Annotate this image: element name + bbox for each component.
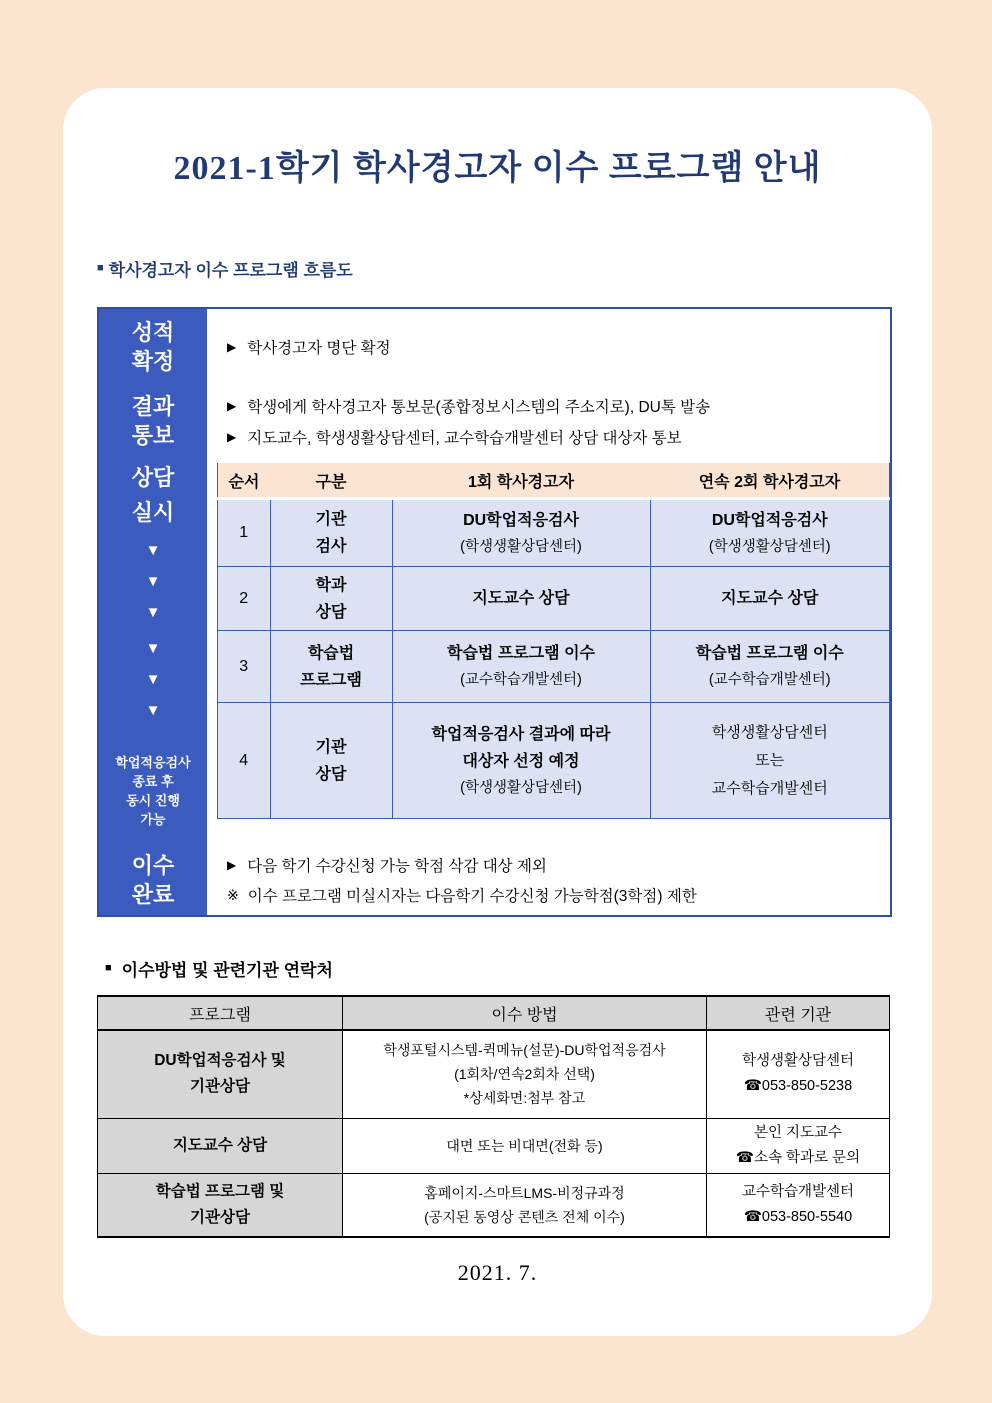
grade-stage-row bbox=[207, 309, 890, 385]
bullet-icon: ▶ bbox=[227, 398, 237, 413]
flow-content bbox=[207, 309, 890, 915]
row4-second-line3: 교수학습개발센터 bbox=[711, 779, 828, 797]
contact-row1-method bbox=[343, 1030, 707, 1118]
contact-row3-method-line2: (공지된 동영상 콘텐츠 전체 이수) bbox=[424, 1208, 625, 1225]
contact-row1-program bbox=[98, 1030, 343, 1118]
row2-second-cell bbox=[650, 567, 890, 631]
header-first-warning: 1회 학사경고자 bbox=[392, 463, 650, 499]
square-bullet-icon: ■ bbox=[97, 262, 104, 274]
bullet-icon: ▶ bbox=[227, 429, 237, 444]
table-row bbox=[218, 631, 890, 703]
row4-cat-line2: 상담 bbox=[315, 765, 347, 783]
contact-row3-org bbox=[707, 1173, 890, 1237]
row1-second-main: DU학업적응검사 bbox=[711, 511, 828, 529]
row3-first-sub: (교수학습개발센터) bbox=[460, 672, 582, 688]
row1-cat-line1: 기관 bbox=[315, 511, 347, 528]
contact-table bbox=[97, 995, 890, 1238]
counsel-sidebar-note bbox=[115, 753, 190, 845]
flow-sidebar bbox=[99, 309, 207, 915]
counsel-stage-row bbox=[207, 457, 890, 845]
contact-header-org: 관련 기관 bbox=[707, 996, 890, 1030]
contact-row1-org-line1: 학생생활상담센터 bbox=[741, 1053, 855, 1070]
row4-no: 4 bbox=[218, 703, 271, 819]
contact-row1-method-line3: *상세화면:첨부 참고 bbox=[463, 1090, 586, 1107]
grade-bullet-text: 학사경고자 명단 확정 bbox=[247, 340, 391, 357]
notify-bullet-1-text: 학생에게 학사경고자 통보문(종합정보시스템의 주소지로), DU톡 발송 bbox=[247, 398, 711, 416]
flow-heading-label: 학사경고자 이수 프로그램 흐름도 bbox=[108, 261, 353, 280]
contact-header-program: 프로그램 bbox=[98, 996, 343, 1030]
down-arrow-icon: ▼ bbox=[145, 671, 161, 688]
row1-cat-line2: 검사 bbox=[315, 538, 347, 555]
contact-row1-org bbox=[707, 1030, 890, 1118]
table-row bbox=[98, 1173, 890, 1237]
counsel-note-line2: 종료 후 bbox=[132, 774, 174, 789]
complete-note bbox=[227, 884, 890, 906]
row2-no: 2 bbox=[218, 567, 271, 631]
stage-counsel-line1: 상담 bbox=[131, 465, 175, 490]
down-arrow-icon: ▼ bbox=[145, 604, 161, 621]
stage-complete-line1: 이수 bbox=[131, 853, 175, 878]
counsel-table-header-row bbox=[218, 463, 890, 499]
notify-bullet-2 bbox=[227, 426, 890, 448]
row2-first-cell bbox=[392, 567, 650, 631]
row4-first-main1: 학업적응검사 결과에 따라 bbox=[431, 725, 611, 743]
contact-row1-method-line1: 학생포털시스템-퀵메뉴(설문)-DU학업적응검사 bbox=[383, 1042, 666, 1059]
flow-table bbox=[97, 307, 892, 917]
table-row bbox=[98, 1118, 890, 1173]
contact-row3-org-line1: 교수학습개발센터 bbox=[741, 1183, 855, 1200]
row4-first-sub: (학생생활상담센터) bbox=[460, 779, 582, 796]
stage-grade-line1: 성적 bbox=[131, 320, 175, 345]
complete-bullet bbox=[227, 854, 890, 876]
stage-label-complete bbox=[99, 845, 207, 915]
down-arrow-icon: ▼ bbox=[145, 640, 161, 657]
counsel-note-line4: 가능 bbox=[140, 812, 166, 827]
contact-section-heading bbox=[105, 956, 333, 981]
row2-cat-line2: 상담 bbox=[315, 603, 347, 621]
row1-second-sub: (학생생활상담센터) bbox=[708, 538, 831, 555]
row3-second-cell bbox=[650, 631, 890, 703]
document-card bbox=[63, 88, 932, 1336]
stage-label-counsel bbox=[99, 457, 207, 845]
counsel-note-line3: 동시 진행 bbox=[126, 793, 180, 808]
flow-down-arrows bbox=[146, 535, 161, 726]
row2-first-main: 지도교수 상담 bbox=[472, 590, 570, 607]
bullet-icon: ▶ bbox=[227, 340, 237, 354]
row1-first-main: DU학업적응검사 bbox=[463, 511, 579, 529]
row3-category bbox=[270, 631, 392, 703]
contact-row3-method bbox=[343, 1173, 707, 1237]
contact-header-row bbox=[98, 996, 890, 1030]
complete-stage-row bbox=[207, 845, 890, 915]
contact-header-method: 이수 방법 bbox=[343, 996, 707, 1030]
table-row bbox=[218, 567, 890, 631]
row4-category bbox=[270, 703, 392, 819]
stage-notify-line1: 결과 bbox=[131, 394, 175, 419]
row4-first-cell bbox=[392, 703, 650, 819]
contact-row1-program-line2: 기관상담 bbox=[190, 1078, 250, 1096]
stage-label-grade bbox=[99, 309, 207, 385]
footer-date: 2021. 7. bbox=[457, 1260, 538, 1285]
counsel-table bbox=[217, 463, 890, 819]
notify-stage-row bbox=[207, 385, 890, 457]
grade-bullet bbox=[227, 336, 890, 358]
row4-cat-line1: 기관 bbox=[315, 738, 347, 756]
row3-second-main: 학습법 프로그램 이수 bbox=[695, 645, 844, 662]
stage-complete-line2: 완료 bbox=[131, 882, 175, 907]
complete-note-text: 이수 프로그램 미실시자는 다음학기 수강신청 가능학점(3학점) 제한 bbox=[247, 888, 697, 905]
bullet-icon: ▶ bbox=[227, 858, 237, 872]
contact-row1-org-phone: ☎053-850-5238 bbox=[743, 1078, 853, 1095]
stage-counsel-line2: 실시 bbox=[131, 500, 175, 525]
row3-second-sub: (교수학습개발센터) bbox=[708, 672, 831, 688]
row3-first-cell bbox=[392, 631, 650, 703]
contact-row2-org bbox=[707, 1118, 890, 1173]
stage-notify-line2: 통보 bbox=[131, 423, 175, 448]
row4-second-line1: 학생생활상담센터 bbox=[711, 723, 828, 741]
note-mark-icon: ※ bbox=[227, 886, 239, 903]
header-second-warning: 연속 2회 학사경고자 bbox=[650, 463, 890, 499]
row1-second-cell bbox=[650, 499, 890, 567]
row4-second-cell bbox=[650, 703, 890, 819]
contact-row3-program bbox=[98, 1173, 343, 1237]
row3-no: 3 bbox=[218, 631, 271, 703]
contact-row2-org-line1: 본인 지도교수 bbox=[753, 1124, 843, 1141]
row2-category bbox=[270, 567, 392, 631]
row4-second-line2: 또는 bbox=[755, 751, 785, 769]
row1-no: 1 bbox=[218, 499, 271, 567]
down-arrow-icon: ▼ bbox=[145, 573, 161, 590]
row3-cat-line2: 프로그램 bbox=[300, 671, 362, 689]
row1-first-sub: (학생생활상담센터) bbox=[460, 538, 582, 555]
table-row bbox=[218, 703, 890, 819]
row4-first-main2: 대상자 선정 예정 bbox=[462, 752, 580, 770]
contact-heading-label: 이수방법 및 관련기관 연락처 bbox=[121, 961, 333, 980]
contact-row2-method bbox=[343, 1118, 707, 1173]
row1-first-cell bbox=[392, 499, 650, 567]
notify-bullet-2-text: 지도교수, 학생생활상담센터, 교수학습개발센터 상담 대상자 통보 bbox=[247, 429, 682, 447]
row1-category bbox=[270, 499, 392, 567]
table-row bbox=[218, 499, 890, 567]
row2-cat-line1: 학과 bbox=[315, 576, 347, 594]
table-row bbox=[98, 1030, 890, 1118]
square-bullet-icon: ■ bbox=[105, 962, 112, 974]
contact-row3-org-phone: ☎053-850-5540 bbox=[743, 1208, 853, 1225]
row3-first-main: 학습법 프로그램 이수 bbox=[447, 645, 595, 662]
row3-cat-line1: 학습법 bbox=[307, 644, 355, 662]
complete-bullet-text: 다음 학기 수강신청 가능 학점 삭감 대상 제외 bbox=[247, 858, 547, 875]
contact-row1-method-line2: (1회차/연속2회차 선택) bbox=[454, 1066, 595, 1083]
page-title: 2021-1학기 학사경고자 이수 프로그램 안내 bbox=[173, 150, 822, 187]
header-category: 구분 bbox=[270, 463, 392, 499]
row2-second-main: 지도교수 상담 bbox=[721, 590, 819, 607]
stage-label-notify bbox=[99, 385, 207, 457]
stage-grade-line2: 확정 bbox=[131, 349, 175, 374]
notify-bullet-1 bbox=[227, 395, 890, 417]
contact-row2-org-phone: ☎소속 학과로 문의 bbox=[735, 1149, 861, 1166]
counsel-note-line1: 학업적응검사 bbox=[115, 755, 191, 770]
contact-row3-program-line2: 기관상담 bbox=[190, 1208, 250, 1226]
flow-section-heading bbox=[97, 256, 353, 281]
contact-row3-method-line1: 홈페이지-스마트LMS-비정규과정 bbox=[424, 1184, 625, 1201]
contact-row2-program-line1: 지도교수 상담 bbox=[172, 1136, 268, 1154]
contact-row3-program-line1: 학습법 프로그램 및 bbox=[155, 1182, 285, 1200]
contact-row2-method-line1: 대면 또는 비대면(전화 등) bbox=[446, 1137, 603, 1154]
down-arrow-icon: ▼ bbox=[145, 542, 161, 559]
contact-row2-program bbox=[98, 1118, 343, 1173]
down-arrow-icon: ▼ bbox=[145, 702, 161, 719]
header-no: 순서 bbox=[218, 463, 271, 499]
contact-row1-program-line1: DU학업적응검사 및 bbox=[154, 1052, 286, 1070]
